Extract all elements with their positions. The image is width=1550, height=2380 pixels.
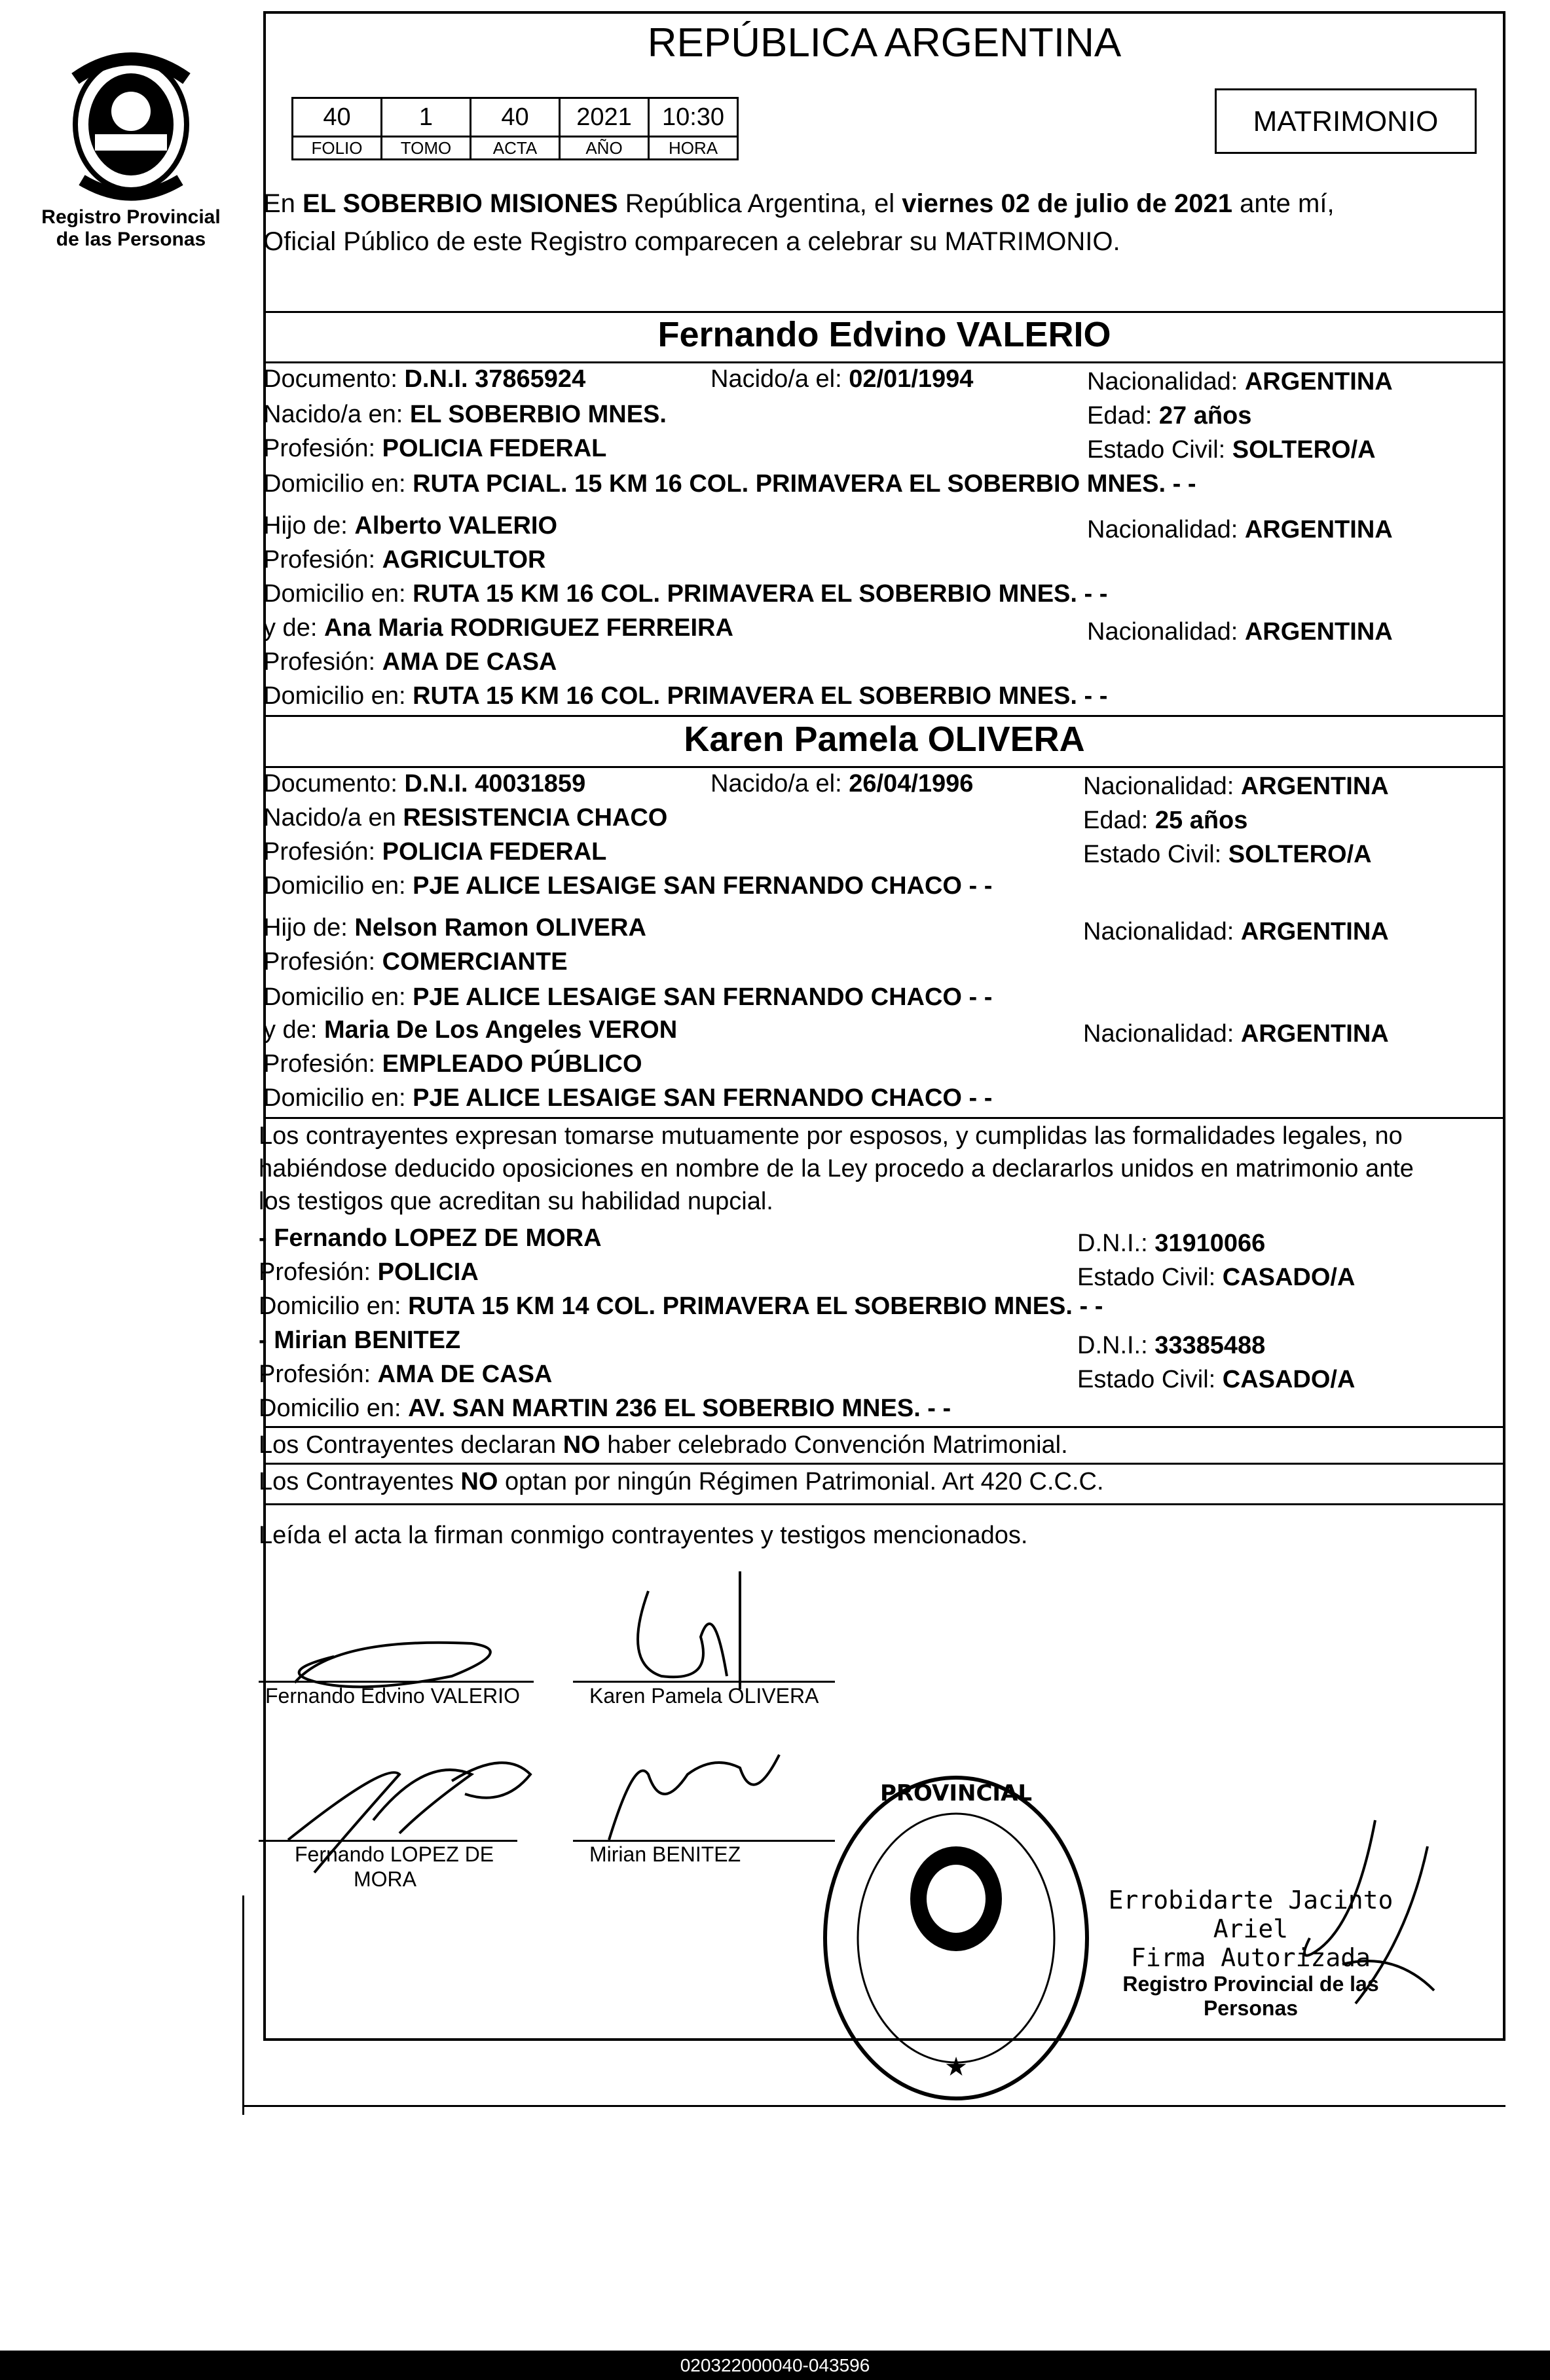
divider [263, 1463, 1505, 1465]
signature-caption-3b: MORA [354, 1867, 416, 1891]
authority-role: Firma Autorizada [1130, 1943, 1371, 1972]
c1-nacionalidad: Nacionalidad: ARGENTINA [1087, 368, 1393, 395]
declaracion-paragraph: Los contrayentes expresan tomarse mutuamente por esposos, y cumplidas las formalidades legales, no habiéndose deducido oposiciones en nombre de la Ley procedo a declararlos unidos en matrimonio ante los testigos que acreditan su habilidad nupcial. [259, 1122, 1414, 1215]
signature-caption-2: Karen Pamela OLIVERA [589, 1684, 819, 1708]
registry-caption-1: Registro Provincial [41, 206, 221, 228]
c1-madre-nacionalidad: Nacionalidad: ARGENTINA [1087, 618, 1393, 646]
signature-caption-4: Mirian BENITEZ [589, 1842, 741, 1866]
registry-caption-2: de las Personas [56, 229, 206, 250]
testigo1-profesion: Profesión: POLICIA [259, 1258, 479, 1286]
act-type-box: MATRIMONIO [1215, 88, 1477, 154]
testigo2-profesion: Profesión: AMA DE CASA [259, 1361, 553, 1388]
tomo-label: TOMO [382, 137, 471, 160]
signature-line-3 [259, 1840, 517, 1842]
divider [263, 311, 1505, 313]
c2-madre: y de: Maria De Los Angeles VERON [263, 1016, 678, 1044]
divider [263, 1426, 1505, 1428]
c1-madre: y de: Ana Maria RODRIGUEZ FERREIRA [263, 614, 733, 642]
cierre-text: Leída el acta la firman conmigo contrayentes y testigos mencionados. [259, 1522, 1028, 1549]
c1-domicilio: Domicilio en: RUTA PCIAL. 15 KM 16 COL. PRIMAVERA EL SOBERBIO MNES. - - [263, 470, 1196, 498]
divider [263, 766, 1505, 768]
testigo2-estado-civil: Estado Civil: CASADO/A [1077, 1366, 1356, 1393]
c1-madre-profesion: Profesión: AMA DE CASA [263, 648, 557, 676]
c2-madre-nacionalidad: Nacionalidad: ARGENTINA [1083, 1020, 1389, 1048]
c2-lugar: Nacido/a en RESISTENCIA CHACO [263, 804, 668, 832]
c1-edad: Edad: 27 años [1087, 402, 1252, 430]
hora-value: 10:30 [649, 98, 738, 137]
c2-padre-profesion: Profesión: COMERCIANTE [263, 948, 568, 976]
testigo2-name: - Mirian BENITEZ [259, 1327, 461, 1354]
testigo1-estado-civil: Estado Civil: CASADO/A [1077, 1264, 1356, 1291]
testigo2-domicilio: Domicilio en: AV. SAN MARTIN 236 EL SOBERBIO MNES. - - [259, 1395, 951, 1422]
c2-madre-profesion: Profesión: EMPLEADO PÚBLICO [263, 1050, 642, 1078]
c1-nacimiento: Nacido/a el: 02/01/1994 [710, 365, 974, 393]
contrayente2-name: Karen Pamela OLIVERA [684, 720, 1085, 759]
hora-label: HORA [649, 137, 738, 160]
c1-padre: Hijo de: Alberto VALERIO [263, 512, 558, 540]
c1-profesion: Profesión: POLICIA FEDERAL [263, 435, 607, 462]
folio-label: FOLIO [293, 137, 382, 160]
signature-line-1 [259, 1681, 534, 1683]
divider [263, 361, 1505, 363]
c2-nacionalidad: Nacionalidad: ARGENTINA [1083, 773, 1389, 800]
authority-registry: Registro Provincial de las Personas [1122, 1972, 1379, 2020]
c2-madre-domicilio: Domicilio en: PJE ALICE LESAIGE SAN FERNANDO CHACO - - [263, 1084, 993, 1112]
c2-padre-domicilio: Domicilio en: PJE ALICE LESAIGE SAN FERNANDO CHACO - - [263, 983, 993, 1011]
svg-text:★: ★ [944, 2052, 968, 2082]
folio-value: 40 [293, 98, 382, 137]
acta-label: ACTA [471, 137, 560, 160]
anio-value: 2021 [560, 98, 649, 137]
signature-caption-3a: Fernando LOPEZ DE [295, 1842, 494, 1866]
svg-text:PROVINCIAL: PROVINCIAL [879, 1780, 1033, 1806]
c1-padre-profesion: Profesión: AGRICULTOR [263, 546, 546, 574]
authority-name: Errobidarte Jacinto Ariel [1108, 1886, 1393, 1943]
registry-table [291, 97, 739, 160]
c2-edad: Edad: 25 años [1083, 807, 1248, 834]
anio-label: AÑO [560, 137, 649, 160]
intro-paragraph: En EL SOBERBIO MISIONES República Argentina, el viernes 02 de julio de 2021 ante mí, Oficial Público de este Registro comparecen a celebrar su MATRIMONIO. [263, 189, 1335, 256]
signature-line-2 [573, 1681, 835, 1683]
outer-border [242, 1895, 244, 2115]
c1-lugar: Nacido/a en: EL SOBERBIO MNES. [263, 401, 667, 428]
testigo2-dni: D.N.I.: 33385488 [1077, 1332, 1266, 1359]
divider [263, 715, 1505, 717]
c2-documento: Documento: D.N.I. 40031859 [263, 770, 586, 797]
registry-logo [26, 39, 236, 251]
divider [263, 1503, 1505, 1505]
contrayente1-name: Fernando Edvino VALERIO [657, 315, 1111, 354]
convencion-line-2: Los Contrayentes NO optan por ningún Régimen Patrimonial. Art 420 C.C.C. [259, 1468, 1104, 1495]
acta-value: 40 [471, 98, 560, 137]
divider [263, 1117, 1505, 1119]
testigo1-domicilio: Domicilio en: RUTA 15 KM 14 COL. PRIMAVERA EL SOBERBIO MNES. - - [259, 1292, 1103, 1320]
province-seal-icon [56, 39, 206, 203]
document-id-footer: 020322000040-043596 [0, 2351, 1550, 2380]
c2-nacimiento: Nacido/a el: 26/04/1996 [710, 770, 974, 797]
signature-caption-1: Fernando Edvino VALERIO [265, 1684, 520, 1708]
convencion-line-1: Los Contrayentes declaran NO haber celebrado Convención Matrimonial. [259, 1431, 1068, 1459]
c2-padre: Hijo de: Nelson Ramon OLIVERA [263, 914, 646, 942]
testigo1-dni: D.N.I.: 31910066 [1077, 1230, 1266, 1257]
authority-block [1087, 1886, 1414, 2021]
official-stamp [812, 1768, 1100, 2108]
c1-estado-civil: Estado Civil: SOLTERO/A [1087, 436, 1376, 464]
testigo1-name: - Fernando LOPEZ DE MORA [259, 1224, 602, 1252]
tomo-value: 1 [382, 98, 471, 137]
c2-padre-nacionalidad: Nacionalidad: ARGENTINA [1083, 918, 1389, 945]
c1-padre-domicilio: Domicilio en: RUTA 15 KM 16 COL. PRIMAVERA EL SOBERBIO MNES. - - [263, 580, 1108, 608]
page-title: REPÚBLICA ARGENTINA [647, 20, 1122, 65]
signature-line-4 [573, 1840, 835, 1842]
c1-madre-domicilio: Domicilio en: RUTA 15 KM 16 COL. PRIMAVERA EL SOBERBIO MNES. - - [263, 682, 1108, 710]
c2-profesion: Profesión: POLICIA FEDERAL [263, 838, 607, 866]
c2-estado-civil: Estado Civil: SOLTERO/A [1083, 841, 1372, 868]
c1-padre-nacionalidad: Nacionalidad: ARGENTINA [1087, 516, 1393, 543]
c2-domicilio: Domicilio en: PJE ALICE LESAIGE SAN FERNANDO CHACO - - [263, 872, 993, 900]
c1-documento: Documento: D.N.I. 37865924 [263, 365, 586, 393]
